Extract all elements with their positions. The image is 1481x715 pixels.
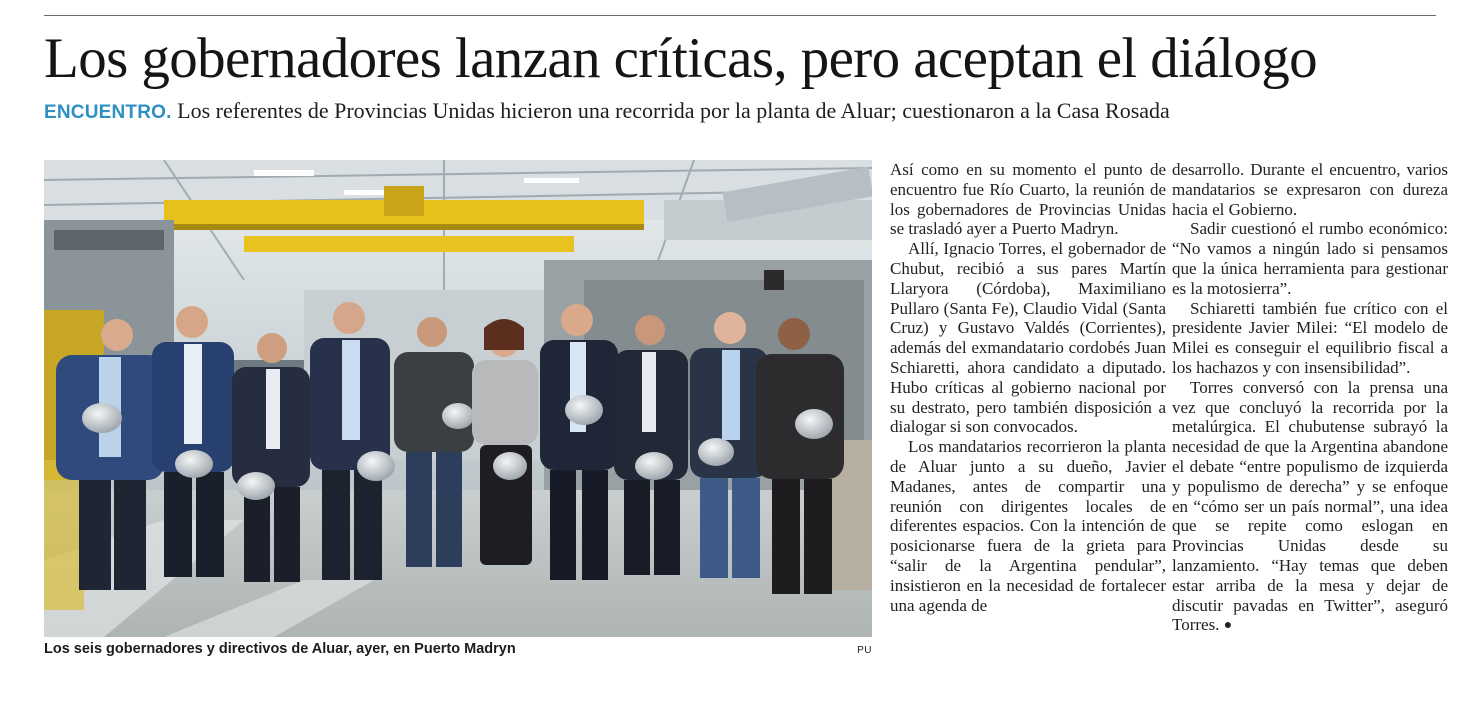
top-rule	[44, 15, 1436, 16]
photo-caption-text: Los seis gobernadores y directivos de Aluar, ayer, en Puerto Madryn	[44, 641, 516, 657]
paragraph-last	[1172, 378, 1448, 636]
article-column-2	[1172, 160, 1448, 636]
photo-credit: PU	[857, 645, 872, 656]
paragraph: Schiaretti también fue crítico con el presidente Javier Milei: “El modelo de Milei es conseguir el equilibrio fiscal a los hachazos y con insensibilidad”.	[1172, 298, 1448, 377]
end-mark-icon: ●	[1223, 618, 1233, 634]
photo-caption	[44, 640, 872, 658]
paragraph: Allí, Ignacio Torres, el gobernador de Chubut, recibió a sus pares Martín Llaryora (Córdoba), Maximiliano Pullaro (Santa Fe), Claudio Vidal (Santa Cruz) y Gustavo Valdés (Corrientes), además del exmandatario cordobés Juan Schiaretti, ahora candidato a diputado. Hubo críticas al gobierno nacional por su destrato, pero también disposición a dialogar si son convocados.	[890, 239, 1166, 437]
paragraph-text: Torres conversó con la prensa una vez que concluyó la recorrida por la metalúrgica. El chubutense subrayó la necesidad de que la Argentina abandone el debate “entre populismo de izquierda y populismo de derecha” y se enfoque en “cómo ser un país normal”, una idea que se repite como eslogan en Provincias Unidas desde su lanzamiento. “Hay temas que deben estar arriba de la mesa y dejar de discutir pavadas en Twitter”, aseguró Torres.	[1172, 377, 1448, 635]
paragraph: Así como en su momento el punto de encuentro fue Río Cuarto, la reunión de los gobernadores de Provincias Unidas se trasladó ayer a Puerto Madryn.	[890, 160, 1166, 239]
news-photo	[44, 160, 872, 637]
headline: Los gobernadores lanzan críticas, pero aceptan el diálogo	[44, 27, 1318, 90]
paragraph: Los mandatarios recorrieron la planta de Aluar junto a su dueño, Javier Madanes, antes de compartir una reunión con dirigentes locales de diferentes espacios. Con la intención de posicionarse fuera de la grieta para “salir de la Argentina pendular”, insistieron en la necesidad de fortalecer una agenda de	[890, 437, 1166, 615]
paragraph: desarrollo. Durante el encuentro, varios mandatarios se expresaron con dureza hacia el Gobierno.	[1172, 160, 1448, 219]
paragraph: Sadir cuestionó el rumbo económico: “No vamos a ningún lado si pensamos que la única herramienta para gestionar es la motosierra”.	[1172, 219, 1448, 298]
deck-text: Los referentes de Provincias Unidas hicieron una recorrida por la planta de Aluar; cuestionaron a la Casa Rosada	[171, 98, 1170, 123]
kicker: ENCUENTRO.	[44, 102, 172, 123]
article-column-1	[890, 160, 1166, 615]
deck	[44, 97, 1444, 127]
